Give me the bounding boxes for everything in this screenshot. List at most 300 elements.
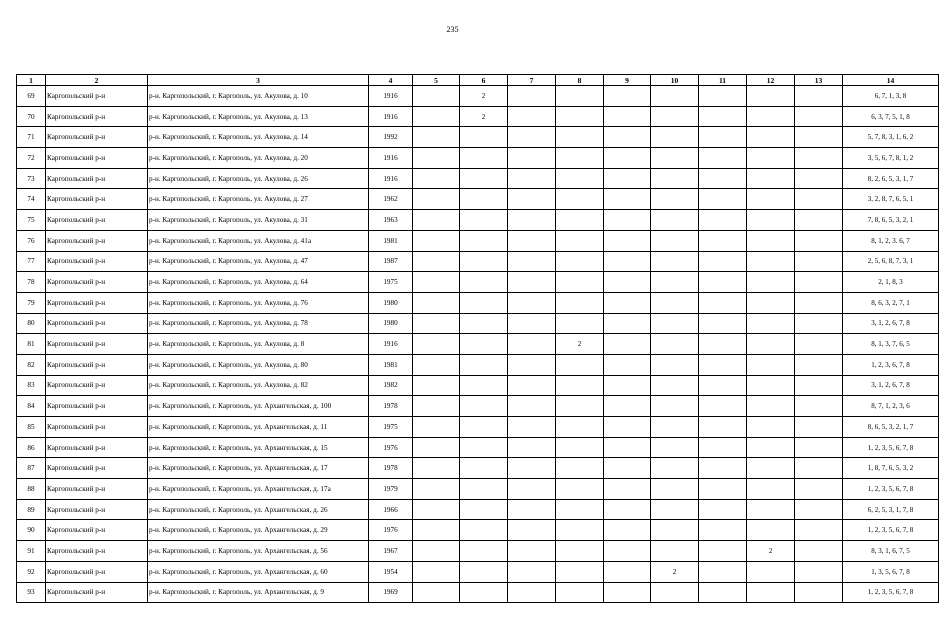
col8-cell (556, 106, 604, 127)
codes-cell: 2, 1, 8, 3 (843, 272, 939, 293)
col12-cell (747, 354, 795, 375)
codes-cell: 8, 1, 3, 7, 6, 5 (843, 334, 939, 355)
col10-cell (651, 148, 699, 169)
district-cell: Каргопольский р-н (46, 251, 148, 272)
col5-cell (413, 541, 460, 562)
col13-cell (795, 148, 843, 169)
col5-cell (413, 86, 460, 107)
table-row (17, 106, 939, 127)
year-cell: 1975 (369, 272, 413, 293)
col13-cell (795, 520, 843, 541)
col8-cell (556, 292, 604, 313)
row-number: 80 (17, 313, 46, 334)
row-number: 76 (17, 230, 46, 251)
col12-cell (747, 520, 795, 541)
col9-cell (604, 148, 651, 169)
col7-cell (508, 230, 556, 251)
codes-cell: 3, 2, 8, 7, 6, 5, 1 (843, 189, 939, 210)
col13-cell (795, 354, 843, 375)
col13-cell (795, 292, 843, 313)
address-cell: р-н. Каргопольский, г. Каргополь, ул. Архангельская, д. 60 (148, 561, 369, 582)
row-number: 89 (17, 499, 46, 520)
col5-cell (413, 168, 460, 189)
table-row (17, 582, 939, 603)
col12-cell (747, 375, 795, 396)
codes-cell: 8, 6, 3, 2, 7, 1 (843, 292, 939, 313)
col6-cell (460, 230, 508, 251)
col8-cell (556, 561, 604, 582)
col9-cell (604, 396, 651, 417)
col6-cell (460, 251, 508, 272)
year-cell: 1962 (369, 189, 413, 210)
year-cell: 1978 (369, 458, 413, 479)
table-row (17, 458, 939, 479)
address-cell: р-н. Каргопольский, г. Каргополь, ул. Акулова, д. 14 (148, 127, 369, 148)
year-cell: 1979 (369, 479, 413, 500)
row-number: 74 (17, 189, 46, 210)
col11-cell (699, 561, 747, 582)
table-row (17, 561, 939, 582)
col12-cell (747, 334, 795, 355)
codes-cell: 8, 1, 2, 3. 6, 7 (843, 230, 939, 251)
col12-cell (747, 561, 795, 582)
col13-cell (795, 375, 843, 396)
district-cell: Каргопольский р-н (46, 106, 148, 127)
district-cell: Каргопольский р-н (46, 375, 148, 396)
col8-cell (556, 375, 604, 396)
codes-cell: 6, 7, 1, 3, 8 (843, 86, 939, 107)
table-row (17, 127, 939, 148)
table-row (17, 417, 939, 438)
row-number: 83 (17, 375, 46, 396)
col11-cell (699, 127, 747, 148)
row-number: 77 (17, 251, 46, 272)
codes-cell: 1, 2, 3, 6, 7, 8 (843, 354, 939, 375)
col12-cell (747, 313, 795, 334)
col9-cell (604, 313, 651, 334)
col11-cell (699, 541, 747, 562)
col9-cell (604, 582, 651, 603)
col12-cell: 2 (747, 541, 795, 562)
col9-cell (604, 520, 651, 541)
col12-cell (747, 272, 795, 293)
year-cell: 1987 (369, 251, 413, 272)
col10-cell (651, 272, 699, 293)
col11-cell (699, 168, 747, 189)
address-cell: р-н. Каргопольский, г. Каргополь, ул. Акулова, д. 10 (148, 86, 369, 107)
col8-cell (556, 251, 604, 272)
col7-cell (508, 334, 556, 355)
col11-cell (699, 458, 747, 479)
col11-cell (699, 86, 747, 107)
col6-cell (460, 127, 508, 148)
year-cell: 1916 (369, 334, 413, 355)
col8-cell (556, 499, 604, 520)
col12-cell (747, 210, 795, 231)
address-cell: р-н. Каргопольский, г. Каргополь, ул. Архангельская, д. 56 (148, 541, 369, 562)
col7-cell (508, 417, 556, 438)
col8-cell: 2 (556, 334, 604, 355)
codes-cell: 7, 8, 6, 5, 3, 2, 1 (843, 210, 939, 231)
col8-cell (556, 479, 604, 500)
col13-cell (795, 458, 843, 479)
address-cell: р-н. Каргопольский, г. Каргополь, ул. Архангельская, д. 11 (148, 417, 369, 438)
col10-cell (651, 230, 699, 251)
year-cell: 1980 (369, 292, 413, 313)
col5-cell (413, 127, 460, 148)
address-cell: р-н. Каргопольский, г. Каргополь, ул. Акулова, д. 41а (148, 230, 369, 251)
col10-cell (651, 520, 699, 541)
col9-cell (604, 437, 651, 458)
district-cell: Каргопольский р-н (46, 396, 148, 417)
col11-cell (699, 479, 747, 500)
year-cell: 1916 (369, 148, 413, 169)
table-row (17, 86, 939, 107)
col10-cell (651, 292, 699, 313)
col10-cell (651, 417, 699, 438)
row-number: 75 (17, 210, 46, 231)
address-cell: р-н. Каргопольский, г. Каргополь, ул. Акулова, д. 78 (148, 313, 369, 334)
codes-cell: 1, 2, 3, 5, 6, 7, 8 (843, 520, 939, 541)
address-cell: р-н. Каргопольский, г. Каргополь, ул. Архангельская, д. 26 (148, 499, 369, 520)
address-cell: р-н. Каргопольский, г. Каргополь, ул. Архангельская, д. 100 (148, 396, 369, 417)
col11-cell (699, 251, 747, 272)
col5-cell (413, 334, 460, 355)
row-number: 78 (17, 272, 46, 293)
col13-cell (795, 106, 843, 127)
column-header-7: 7 (508, 75, 556, 86)
address-cell: р-н. Каргопольский, г. Каргополь, ул. Архангельская, д. 29 (148, 520, 369, 541)
codes-cell: 1, 2, 3, 5, 6, 7, 8 (843, 437, 939, 458)
district-cell: Каргопольский р-н (46, 189, 148, 210)
col10-cell (651, 86, 699, 107)
col8-cell (556, 86, 604, 107)
table-row (17, 479, 939, 500)
address-cell: р-н. Каргопольский, г. Каргополь, ул. Архангельская, д. 15 (148, 437, 369, 458)
address-cell: р-н. Каргопольский, г. Каргополь, ул. Акулова, д. 27 (148, 189, 369, 210)
col10-cell (651, 582, 699, 603)
col10-cell (651, 354, 699, 375)
column-header-10: 10 (651, 75, 699, 86)
col6-cell (460, 168, 508, 189)
col6-cell (460, 354, 508, 375)
col12-cell (747, 499, 795, 520)
col8-cell (556, 458, 604, 479)
col5-cell (413, 148, 460, 169)
col7-cell (508, 582, 556, 603)
col6-cell: 2 (460, 86, 508, 107)
col8-cell (556, 437, 604, 458)
codes-cell: 6, 3, 7, 5, 1, 8 (843, 106, 939, 127)
col8-cell (556, 396, 604, 417)
col13-cell (795, 251, 843, 272)
col7-cell (508, 106, 556, 127)
col10-cell: 2 (651, 561, 699, 582)
row-number: 92 (17, 561, 46, 582)
district-cell: Каргопольский р-н (46, 210, 148, 231)
row-number: 87 (17, 458, 46, 479)
col9-cell (604, 458, 651, 479)
col13-cell (795, 272, 843, 293)
codes-cell: 1, 2, 3, 5, 6, 7, 8 (843, 582, 939, 603)
table-row (17, 251, 939, 272)
address-cell: р-н. Каргопольский, г. Каргополь, ул. Акулова, д. 64 (148, 272, 369, 293)
col5-cell (413, 458, 460, 479)
col13-cell (795, 86, 843, 107)
col5-cell (413, 499, 460, 520)
col6-cell (460, 210, 508, 231)
district-cell: Каргопольский р-н (46, 168, 148, 189)
address-cell: р-н. Каргопольский, г. Каргополь, ул. Архангельская, д. 17 (148, 458, 369, 479)
col5-cell (413, 251, 460, 272)
codes-cell: 6, 2, 5, 3, 1, 7, 8 (843, 499, 939, 520)
col7-cell (508, 168, 556, 189)
col9-cell (604, 168, 651, 189)
year-cell: 1975 (369, 417, 413, 438)
col10-cell (651, 437, 699, 458)
codes-cell: 8, 6, 5, 3, 2, 1, 7 (843, 417, 939, 438)
col6-cell (460, 148, 508, 169)
table-row (17, 230, 939, 251)
col7-cell (508, 375, 556, 396)
col12-cell (747, 168, 795, 189)
col8-cell (556, 541, 604, 562)
year-cell: 1982 (369, 375, 413, 396)
col12-cell (747, 396, 795, 417)
table-row (17, 334, 939, 355)
col5-cell (413, 354, 460, 375)
col13-cell (795, 168, 843, 189)
col13-cell (795, 127, 843, 148)
row-number: 90 (17, 520, 46, 541)
col13-cell (795, 189, 843, 210)
col6-cell: 2 (460, 106, 508, 127)
year-cell: 1963 (369, 210, 413, 231)
col6-cell (460, 561, 508, 582)
col8-cell (556, 417, 604, 438)
year-cell: 1966 (369, 499, 413, 520)
col6-cell (460, 479, 508, 500)
codes-cell: 8, 3, 1, 6, 7, 5 (843, 541, 939, 562)
col13-cell (795, 437, 843, 458)
col8-cell (556, 520, 604, 541)
year-cell: 1992 (369, 127, 413, 148)
codes-cell: 5, 7, 8, 3, 1, 6, 2 (843, 127, 939, 148)
row-number: 85 (17, 417, 46, 438)
row-number: 73 (17, 168, 46, 189)
col8-cell (556, 230, 604, 251)
table-row (17, 313, 939, 334)
col13-cell (795, 479, 843, 500)
col10-cell (651, 313, 699, 334)
col13-cell (795, 230, 843, 251)
col13-cell (795, 417, 843, 438)
col12-cell (747, 479, 795, 500)
col8-cell (556, 189, 604, 210)
col6-cell (460, 272, 508, 293)
col6-cell (460, 292, 508, 313)
col10-cell (651, 375, 699, 396)
col7-cell (508, 396, 556, 417)
col6-cell (460, 499, 508, 520)
district-cell: Каргопольский р-н (46, 520, 148, 541)
table-row (17, 499, 939, 520)
row-number: 88 (17, 479, 46, 500)
col6-cell (460, 582, 508, 603)
col10-cell (651, 251, 699, 272)
col10-cell (651, 458, 699, 479)
col6-cell (460, 313, 508, 334)
row-number: 86 (17, 437, 46, 458)
column-header-5: 5 (413, 75, 460, 86)
table-row (17, 210, 939, 231)
codes-cell: 8, 2, 6, 5, 3, 1, 7 (843, 168, 939, 189)
col10-cell (651, 168, 699, 189)
col9-cell (604, 106, 651, 127)
codes-cell: 8, 7, 1, 2, 3, 6 (843, 396, 939, 417)
col9-cell (604, 334, 651, 355)
col9-cell (604, 375, 651, 396)
col12-cell (747, 251, 795, 272)
district-cell: Каргопольский р-н (46, 479, 148, 500)
col11-cell (699, 354, 747, 375)
col9-cell (604, 230, 651, 251)
address-cell: р-н. Каргопольский, г. Каргополь, ул. Архангельская, д. 9 (148, 582, 369, 603)
col13-cell (795, 334, 843, 355)
col11-cell (699, 499, 747, 520)
col12-cell (747, 437, 795, 458)
col10-cell (651, 479, 699, 500)
col6-cell (460, 417, 508, 438)
col11-cell (699, 417, 747, 438)
col6-cell (460, 541, 508, 562)
col6-cell (460, 375, 508, 396)
row-number: 93 (17, 582, 46, 603)
column-header-3: 3 (148, 75, 369, 86)
district-cell: Каргопольский р-н (46, 334, 148, 355)
col9-cell (604, 86, 651, 107)
col12-cell (747, 189, 795, 210)
col5-cell (413, 582, 460, 603)
col12-cell (747, 582, 795, 603)
col5-cell (413, 375, 460, 396)
col12-cell (747, 417, 795, 438)
col9-cell (604, 272, 651, 293)
codes-cell: 1, 3, 5, 6, 7, 8 (843, 561, 939, 582)
col12-cell (747, 127, 795, 148)
col10-cell (651, 334, 699, 355)
district-cell: Каргопольский р-н (46, 313, 148, 334)
col13-cell (795, 561, 843, 582)
col7-cell (508, 148, 556, 169)
col5-cell (413, 272, 460, 293)
row-number: 84 (17, 396, 46, 417)
col7-cell (508, 437, 556, 458)
column-header-11: 11 (699, 75, 747, 86)
row-number: 79 (17, 292, 46, 313)
col7-cell (508, 210, 556, 231)
col8-cell (556, 272, 604, 293)
col13-cell (795, 210, 843, 231)
col12-cell (747, 106, 795, 127)
col13-cell (795, 541, 843, 562)
col6-cell (460, 520, 508, 541)
col10-cell (651, 396, 699, 417)
col5-cell (413, 437, 460, 458)
col12-cell (747, 148, 795, 169)
col5-cell (413, 210, 460, 231)
col11-cell (699, 582, 747, 603)
table-body (17, 86, 939, 603)
col9-cell (604, 292, 651, 313)
col5-cell (413, 106, 460, 127)
col11-cell (699, 437, 747, 458)
col9-cell (604, 251, 651, 272)
col5-cell (413, 230, 460, 251)
district-cell: Каргопольский р-н (46, 437, 148, 458)
row-number: 70 (17, 106, 46, 127)
col11-cell (699, 148, 747, 169)
register-table (16, 74, 939, 603)
col11-cell (699, 230, 747, 251)
table-row (17, 168, 939, 189)
row-number: 72 (17, 148, 46, 169)
column-header-9: 9 (604, 75, 651, 86)
address-cell: р-н. Каргопольский, г. Каргополь, ул. Акулова, д. 26 (148, 168, 369, 189)
col5-cell (413, 292, 460, 313)
col13-cell (795, 396, 843, 417)
year-cell: 1916 (369, 168, 413, 189)
col11-cell (699, 106, 747, 127)
col5-cell (413, 396, 460, 417)
col10-cell (651, 499, 699, 520)
district-cell: Каргопольский р-н (46, 148, 148, 169)
col12-cell (747, 86, 795, 107)
table-row (17, 189, 939, 210)
codes-cell: 3, 5, 6, 7, 8, 1, 2 (843, 148, 939, 169)
year-cell: 1967 (369, 541, 413, 562)
year-cell: 1976 (369, 437, 413, 458)
table-row (17, 396, 939, 417)
col8-cell (556, 148, 604, 169)
codes-cell: 3, 1, 2, 6, 7, 8 (843, 313, 939, 334)
col9-cell (604, 354, 651, 375)
row-number: 71 (17, 127, 46, 148)
col6-cell (460, 189, 508, 210)
col12-cell (747, 292, 795, 313)
col7-cell (508, 520, 556, 541)
col5-cell (413, 561, 460, 582)
col9-cell (604, 541, 651, 562)
district-cell: Каргопольский р-н (46, 417, 148, 438)
table-row (17, 272, 939, 293)
col5-cell (413, 189, 460, 210)
column-header-12: 12 (747, 75, 795, 86)
col7-cell (508, 292, 556, 313)
col9-cell (604, 127, 651, 148)
col11-cell (699, 334, 747, 355)
col7-cell (508, 127, 556, 148)
col7-cell (508, 479, 556, 500)
col11-cell (699, 375, 747, 396)
header-row (17, 75, 939, 86)
address-cell: р-н. Каргопольский, г. Каргополь, ул. Архангельская, д. 17а (148, 479, 369, 500)
col6-cell (460, 458, 508, 479)
col11-cell (699, 520, 747, 541)
col10-cell (651, 210, 699, 231)
row-number: 82 (17, 354, 46, 375)
address-cell: р-н. Каргопольский, г. Каргополь, ул. Акулова, д. 13 (148, 106, 369, 127)
